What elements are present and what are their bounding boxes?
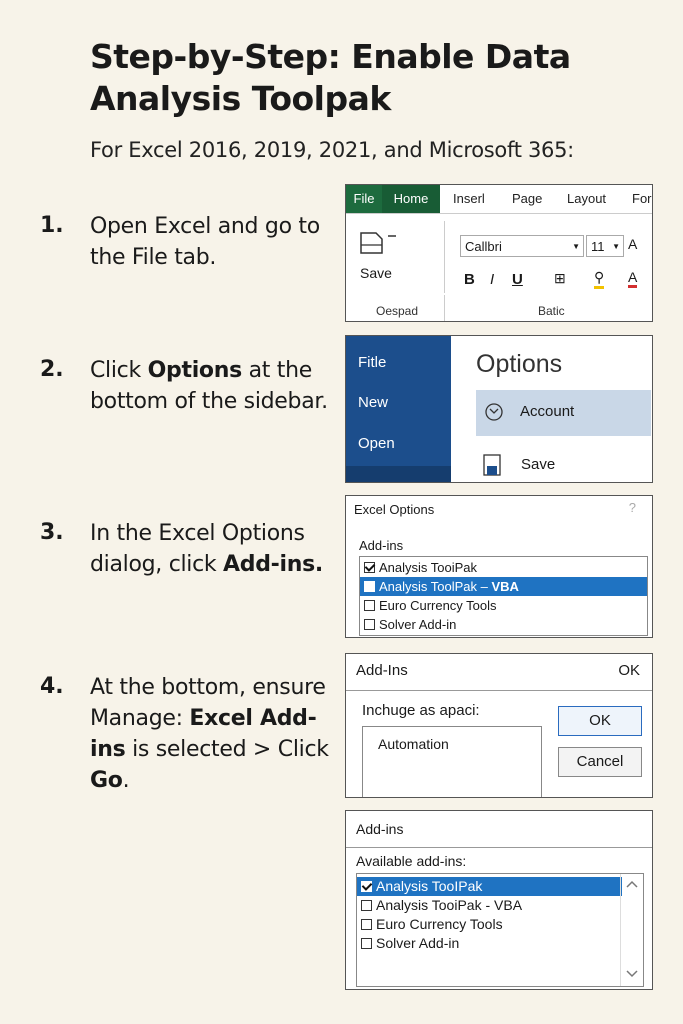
title-ok-label: OK [618, 662, 640, 679]
options-heading: Options [476, 350, 563, 378]
save-button[interactable]: Save [360, 265, 392, 281]
font-name-box[interactable] [460, 235, 584, 257]
account-label: Account [520, 403, 575, 420]
sidebar-item-new[interactable]: New [358, 394, 389, 411]
title-separator [346, 690, 652, 691]
page-title: Step-by-Step: Enable Data Analysis Toolpak [90, 37, 571, 118]
list-item[interactable] [360, 577, 647, 596]
dialog-title: Excel Options [354, 502, 435, 517]
list-item-label: Analysis TooiPak - VBA [376, 897, 523, 913]
font-size-value: 11 [591, 239, 605, 254]
step-2-text [90, 355, 330, 417]
underline-button[interactable]: U [512, 271, 523, 288]
italic-button[interactable]: I [490, 271, 495, 288]
excel-options-dialog [345, 495, 653, 638]
step-4-part: At the bottom, ensure Manage: [90, 675, 326, 731]
list-item[interactable] [357, 877, 622, 896]
step-3-part: Options dialog, [90, 521, 305, 577]
step-2-number: 2. [40, 357, 64, 382]
list-item[interactable] [360, 558, 647, 577]
step-3-part: In the Excel [90, 521, 222, 546]
addins-dialog-small [345, 653, 653, 798]
checkbox-icon[interactable] [361, 938, 372, 949]
step-3-text [90, 518, 330, 580]
checkbox-checked-icon[interactable] [361, 881, 372, 892]
help-icon[interactable]: ? [628, 500, 636, 515]
step-3-number: 3. [40, 520, 64, 545]
step-2-bold: Options [147, 358, 242, 383]
page-subtitle: For Excel 2016, 2019, 2021, and Microsoft 365: [90, 138, 574, 162]
addins-label: Add-ins [359, 538, 404, 553]
fill-color-icon[interactable]: ⚲ [594, 269, 604, 289]
cancel-button[interactable]: Cancel [558, 747, 642, 777]
available-label: Available add-ins: [356, 853, 467, 869]
ok-button[interactable]: OK [558, 706, 642, 736]
addins-dialog-large [345, 810, 653, 990]
list-item[interactable]: Automation [378, 736, 449, 752]
dialog-title: Add-Ins [356, 662, 408, 679]
tab-page[interactable]: Page [512, 191, 543, 206]
group-label-right: Batic [538, 304, 565, 318]
list-item-bold: VBA [491, 579, 519, 594]
font-name-value: Callbri [465, 239, 502, 254]
sidebar-item-open[interactable]: Open [358, 435, 395, 452]
bold-button[interactable]: B [464, 271, 475, 288]
dialog-title: Add-ins [356, 821, 404, 837]
step-1-number: 1. [40, 213, 64, 238]
step-2-part: Click [90, 358, 148, 383]
checkbox-icon[interactable] [361, 900, 372, 911]
sidebar-footer [346, 466, 451, 483]
group-divider [444, 295, 445, 321]
tab-layout[interactable]: Layout [567, 191, 607, 206]
account-item[interactable] [476, 390, 651, 436]
list-item-label: Analysis TooIPak [376, 878, 483, 894]
chevron-down-icon: ▼ [612, 242, 620, 251]
chevron-down-icon: ▼ [572, 242, 580, 251]
checkbox-icon[interactable] [364, 619, 375, 630]
list-item[interactable] [360, 615, 647, 634]
checkbox-icon[interactable] [361, 919, 372, 930]
checkbox-icon[interactable] [364, 600, 375, 611]
list-item[interactable] [357, 934, 622, 953]
tab-format[interactable]: For [632, 191, 652, 206]
step-4-part: . [122, 768, 130, 793]
title-separator [346, 847, 652, 848]
backstage-sidebar [346, 336, 451, 483]
addins-list[interactable] [359, 556, 648, 636]
backstage-screenshot [345, 335, 653, 483]
step-4-bold: Go [90, 768, 123, 793]
list-item[interactable] [357, 896, 622, 915]
account-icon [484, 402, 504, 422]
step-4-bold: Excel Add-ins [90, 706, 317, 762]
tab-insert[interactable]: Inserl [453, 191, 485, 206]
list-item-label: Analysis TooiPak [379, 560, 478, 575]
list-item-label: Solver Add-in [379, 617, 457, 632]
list-item-label: Analysis ToolPak – [379, 579, 492, 594]
list-item[interactable] [357, 915, 622, 934]
save-icon [358, 227, 400, 255]
step-2-part: at the bottom of the sidebar. [90, 358, 328, 414]
step-4-text [90, 672, 335, 796]
chevron-down-icon[interactable] [626, 970, 638, 978]
step-4-number: 4. [40, 674, 64, 699]
ribbon-screenshot [345, 184, 653, 322]
scrollbar[interactable] [620, 874, 643, 986]
step-3-part: click [162, 552, 224, 577]
step-1-text [90, 211, 330, 273]
chevron-up-icon[interactable] [626, 880, 638, 888]
sidebar-item-file[interactable]: Fitle [358, 354, 387, 371]
checkbox-icon[interactable] [364, 581, 375, 592]
list-item[interactable] [360, 596, 647, 615]
font-size-box[interactable] [586, 235, 624, 257]
tab-file[interactable]: File [346, 185, 382, 213]
font-color-icon[interactable]: A [628, 269, 637, 288]
step-1-part: Open Excel and go to the File tab. [90, 214, 320, 270]
tab-home[interactable]: Home [382, 185, 440, 213]
step-4-part: is selected > Click [125, 737, 329, 762]
checkbox-checked-icon[interactable] [364, 562, 375, 573]
borders-icon[interactable]: ⊞ [554, 270, 566, 286]
step-3-bold: Add-ins. [223, 552, 323, 577]
list-item-label: Euro Currency Tools [376, 916, 503, 932]
list-item-label: Solver Add-in [376, 935, 460, 951]
group-label-left: Oespad [376, 304, 419, 318]
group-divider [444, 221, 445, 293]
grow-font-icon[interactable]: A [628, 236, 638, 252]
list-label: Inchuge as apaci: [362, 702, 480, 719]
save-item[interactable]: Save [521, 456, 556, 473]
save-icon [482, 452, 504, 478]
list-item-label: Euro Currency Tools [379, 598, 497, 613]
ribbon-tab-bar [346, 185, 652, 214]
available-addins-list[interactable] [356, 873, 644, 987]
